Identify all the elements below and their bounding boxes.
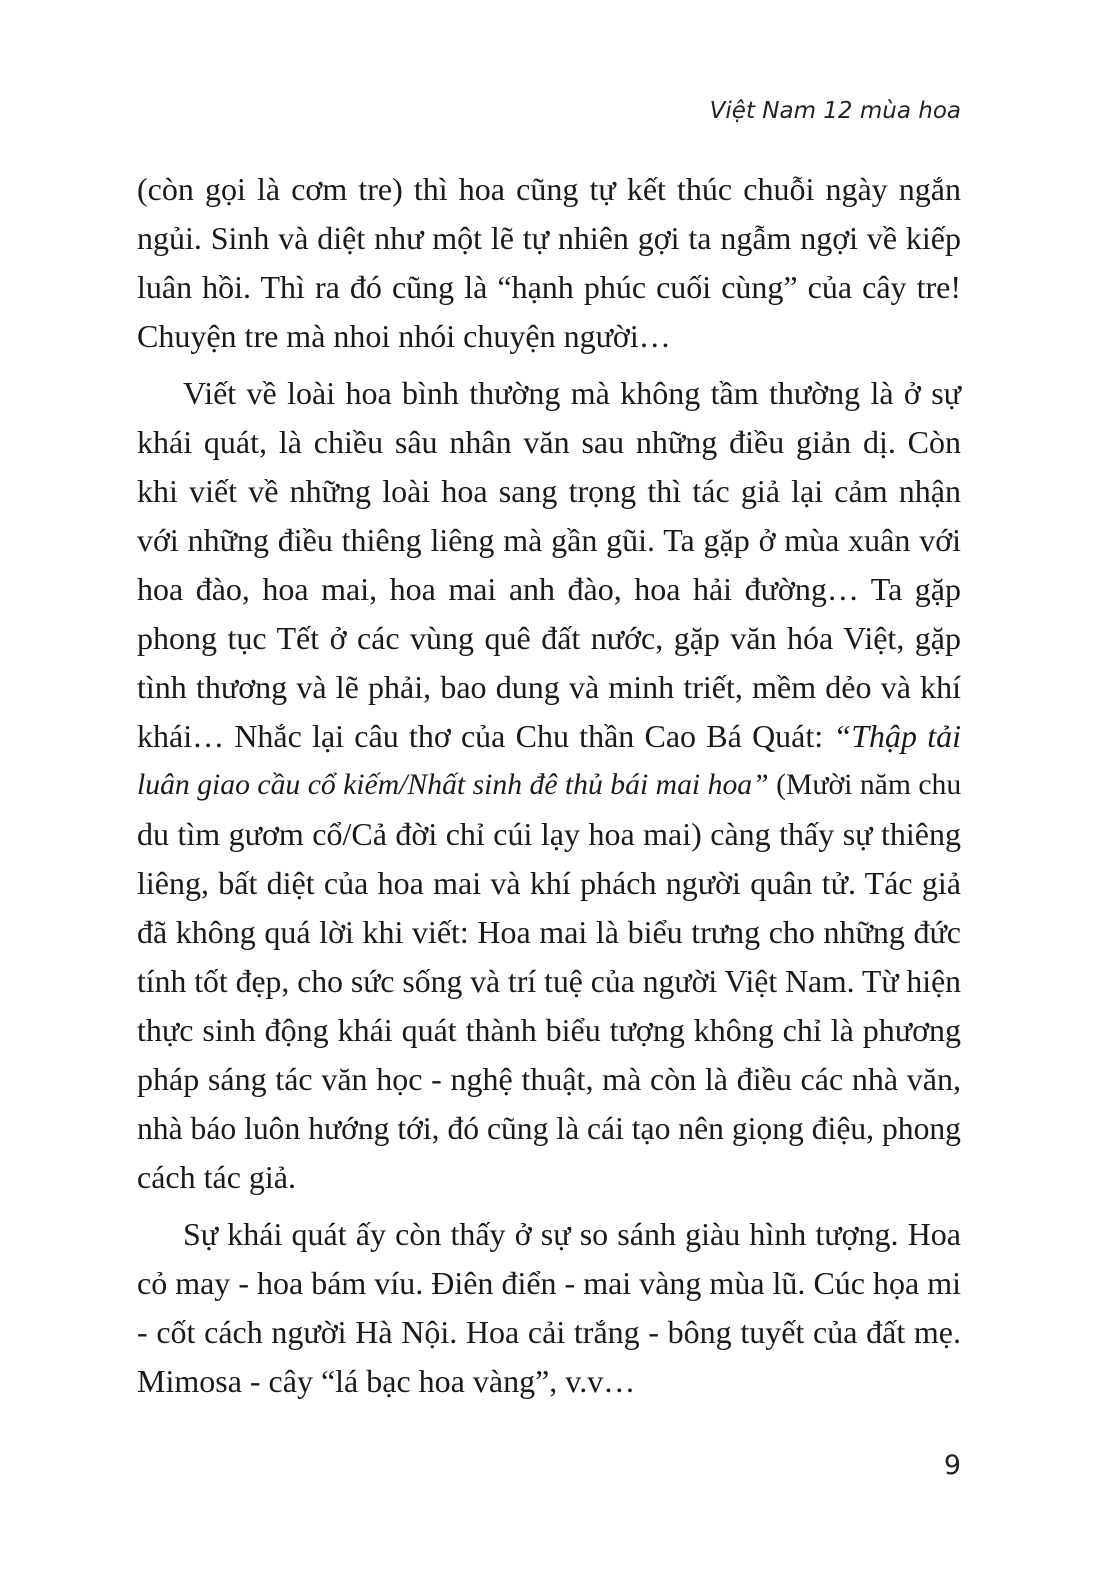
text-line: cách tác giả. xyxy=(137,1159,296,1195)
body-text xyxy=(137,165,961,1414)
text-line: với những điều thiêng liêng mà gần gũi. Ta gặp ở mùa xuân với xyxy=(137,522,961,558)
text-line: luân hồi. Thì ra đó cũng là “hạnh phúc cuối cùng” của cây tre! xyxy=(137,269,961,305)
running-header-title: Việt Nam 12 mùa hoa xyxy=(709,98,961,124)
text-line: hoa đào, hoa mai, hoa mai anh đào, hoa hải đường… Ta gặp xyxy=(137,571,961,607)
text-line: liêng, bất diệt của hoa mai và khí phách người quân tử. Tác giả xyxy=(137,865,961,901)
text-line: Sự khái quát ấy còn thấy ở sự so sánh giàu hình tượng. Hoa xyxy=(183,1216,961,1252)
paragraph-2 xyxy=(137,369,961,1202)
text-line: - cốt cách người Hà Nội. Hoa cải trắng - bông tuyết của đất mẹ. xyxy=(137,1314,961,1350)
text-line: cỏ may - hoa bám víu. Điên điển - mai vàng mùa lũ. Cúc họa mi xyxy=(137,1265,961,1301)
text-line: tính tốt đẹp, cho sức sống và trí tuệ của người Việt Nam. Từ hiện xyxy=(137,964,961,999)
text-line: tình thương và lẽ phải, bao dung và minh triết, mềm dẻo và khí xyxy=(137,669,961,705)
text-line: phong tục Tết ở các vùng quê đất nước, gặp văn hóa Việt, gặp xyxy=(137,620,961,656)
poem-quote: luân giao cầu cổ kiếm/Nhất sinh đê thủ bái mai hoa” xyxy=(137,769,769,801)
paragraph-1 xyxy=(137,165,961,361)
text-line: khi viết về những loài hoa sang trọng thì tác giả lại cảm nhận xyxy=(137,473,961,509)
paragraph-3 xyxy=(137,1210,961,1406)
text-line: pháp sáng tác văn học - nghệ thuật, mà còn là điều các nhà văn, xyxy=(137,1061,961,1097)
text-run: (Mười năm chu xyxy=(768,769,962,801)
text-run: khái… Nhắc lại câu thơ của Chu thần Cao Bá Quát: xyxy=(137,718,834,754)
text-line: ngủi. Sinh và diệt như một lẽ tự nhiên gợi ta ngẫm ngợi về kiếp xyxy=(137,220,961,256)
text-line: du tìm gươm cổ/Cả đời chỉ cúi lạy hoa mai) càng thấy sự thiêng xyxy=(137,816,961,852)
text-line: (còn gọi là cơm tre) thì hoa cũng tự kết thúc chuỗi ngày ngắn xyxy=(137,171,961,207)
text-line: đã không quá lời khi viết: Hoa mai là biểu trưng cho những đức xyxy=(137,914,961,950)
text-line xyxy=(137,761,961,810)
text-line: Mimosa - cây “lá bạc hoa vàng”, v.v… xyxy=(137,1363,636,1399)
text-line: khái quát, là chiều sâu nhân văn sau những điều giản dị. Còn xyxy=(137,424,961,460)
poem-quote: “Thập tải xyxy=(833,718,962,754)
page-number: 9 xyxy=(943,1450,961,1481)
text-line: Viết về loài hoa bình thường mà không tầm thường là ở sự xyxy=(183,375,961,411)
text-line: Chuyện tre mà nhoi nhói chuyện người… xyxy=(137,318,671,354)
text-line xyxy=(137,712,961,761)
text-line: thực sinh động khái quát thành biểu tượng không chỉ là phương xyxy=(137,1012,961,1048)
text-line: nhà báo luôn hướng tới, đó cũng là cái tạo nên giọng điệu, phong xyxy=(137,1111,961,1146)
